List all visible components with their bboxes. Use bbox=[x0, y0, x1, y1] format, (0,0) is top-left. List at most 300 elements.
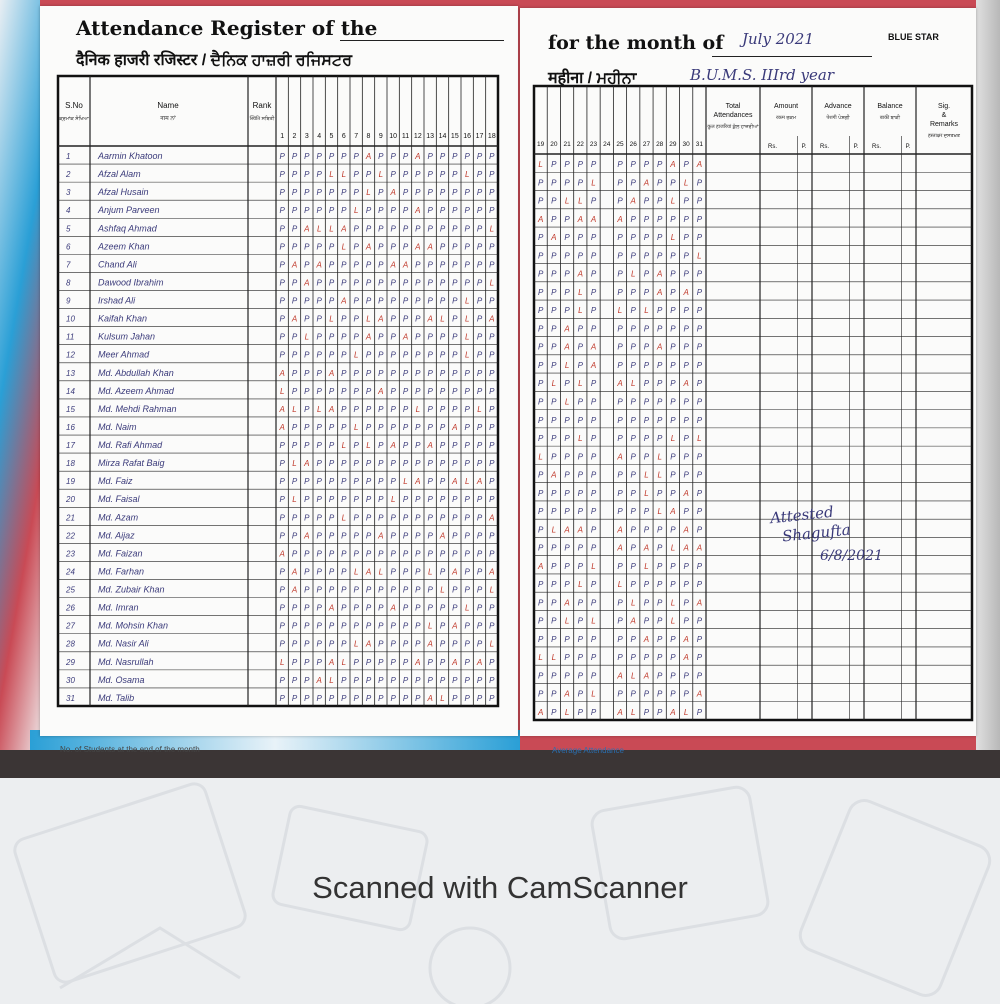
attendance-mark: P bbox=[353, 368, 359, 378]
row-serial: 12 bbox=[66, 350, 75, 360]
attendance-mark: P bbox=[378, 224, 384, 234]
attendance-mark: P bbox=[328, 639, 335, 649]
attendance-mark: P bbox=[390, 549, 396, 559]
month-label: for the month of bbox=[548, 32, 724, 54]
attendance-mark: P bbox=[439, 567, 446, 577]
attendance-mark: P bbox=[427, 495, 433, 505]
rupees-subheader: Rs. bbox=[768, 144, 777, 150]
attendance-mark: P bbox=[341, 693, 347, 703]
attendance-mark: A bbox=[427, 314, 433, 324]
attendance-mark: L bbox=[631, 671, 636, 681]
attendance-mark: P bbox=[476, 513, 483, 523]
attendance-mark: L bbox=[378, 567, 384, 577]
attendance-mark: P bbox=[365, 693, 372, 703]
attendance-mark: P bbox=[439, 603, 446, 613]
attendance-mark: P bbox=[537, 251, 544, 261]
attendance-mark: P bbox=[564, 452, 570, 462]
row-student-name: Md. Abdullah Khan bbox=[98, 367, 174, 378]
attendance-mark: P bbox=[657, 616, 663, 626]
attendance-mark: P bbox=[353, 152, 359, 162]
attendance-mark: P bbox=[617, 360, 623, 370]
attendance-mark: P bbox=[279, 314, 285, 324]
attendance-mark: L bbox=[464, 314, 470, 324]
attendance-mark: L bbox=[403, 477, 408, 487]
attendance-mark: L bbox=[440, 693, 445, 703]
attendance-mark: L bbox=[657, 452, 662, 462]
attendance-mark: P bbox=[537, 178, 544, 188]
attendance-mark: L bbox=[279, 386, 285, 396]
row-student-name: Md. Mehdi Rahman bbox=[98, 403, 177, 414]
attendance-mark: P bbox=[341, 386, 347, 396]
attendance-mark: P bbox=[291, 603, 298, 613]
attendance-mark: A bbox=[390, 603, 396, 613]
attendance-mark: L bbox=[644, 561, 649, 571]
attendance-mark: P bbox=[670, 287, 676, 297]
attendance-mark: L bbox=[670, 598, 676, 608]
attendance-mark: P bbox=[439, 657, 446, 667]
attendance-mark: P bbox=[537, 580, 544, 590]
attendance-mark: P bbox=[670, 689, 676, 699]
attendance-mark: A bbox=[489, 513, 495, 523]
attendance-mark: P bbox=[489, 693, 495, 703]
attendance-mark: P bbox=[683, 160, 689, 170]
attendance-mark: A bbox=[683, 379, 689, 389]
row-serial: 15 bbox=[66, 404, 75, 414]
attendance-mark: L bbox=[697, 434, 702, 444]
attendance-mark: A bbox=[696, 689, 703, 699]
attendance-mark: P bbox=[365, 495, 372, 505]
rank-header-local: स्थिति ਸਥਿਤੀ bbox=[249, 116, 275, 122]
attendance-mark: P bbox=[657, 233, 663, 243]
attendance-mark: A bbox=[415, 152, 421, 162]
attendance-mark: A bbox=[291, 314, 298, 324]
attendance-mark: P bbox=[427, 368, 433, 378]
row-serial: 13 bbox=[66, 368, 75, 378]
attendance-mark: P bbox=[643, 160, 650, 170]
attendance-mark: P bbox=[439, 152, 446, 162]
attendance-mark: P bbox=[439, 422, 446, 432]
attendance-mark: P bbox=[577, 543, 583, 553]
attendance-mark: P bbox=[365, 422, 372, 432]
attendance-mark: P bbox=[590, 707, 597, 717]
attendance-mark: P bbox=[415, 603, 421, 613]
attendance-mark: P bbox=[328, 531, 335, 541]
attendance-mark: P bbox=[670, 452, 676, 462]
attendance-mark: P bbox=[304, 585, 310, 595]
attendance-mark: P bbox=[630, 251, 636, 261]
attendance-mark: P bbox=[489, 495, 495, 505]
row-serial: 31 bbox=[66, 693, 75, 703]
attendance-mark: A bbox=[617, 707, 623, 717]
attendance-mark: P bbox=[402, 224, 409, 234]
attendance-mark: P bbox=[577, 178, 583, 188]
attendance-mark: A bbox=[643, 671, 650, 681]
attendance-mark: P bbox=[452, 585, 458, 595]
attendance-mark: P bbox=[378, 242, 384, 252]
attendance-mark: P bbox=[415, 422, 421, 432]
attendance-mark: L bbox=[591, 561, 596, 571]
attendance-mark: P bbox=[353, 332, 359, 342]
attendance-mark: A bbox=[670, 160, 676, 170]
attendance-mark: L bbox=[644, 306, 649, 316]
attendance-mark: P bbox=[378, 350, 384, 360]
attendance-mark: A bbox=[696, 598, 703, 608]
attendance-mark: P bbox=[564, 160, 570, 170]
attendance-mark: A bbox=[279, 422, 285, 432]
attendance-mark: P bbox=[683, 342, 689, 352]
attendance-mark: P bbox=[617, 251, 623, 261]
attendance-mark: P bbox=[683, 214, 689, 224]
attendance-mark: P bbox=[590, 653, 597, 663]
attendance-mark: A bbox=[279, 549, 285, 559]
attendance-mark: P bbox=[304, 188, 310, 198]
attendance-mark: P bbox=[696, 525, 703, 535]
attendance-mark: P bbox=[489, 603, 495, 613]
attendance-mark: P bbox=[353, 603, 359, 613]
attendance-mark: P bbox=[415, 386, 421, 396]
day-header: 5 bbox=[329, 133, 334, 140]
day-header: 29 bbox=[669, 141, 677, 148]
attendance-mark: P bbox=[564, 488, 570, 498]
attendance-mark: P bbox=[304, 314, 310, 324]
paise-subheader: P. bbox=[801, 144, 807, 150]
attendance-mark: P bbox=[427, 675, 433, 685]
attendance-mark: P bbox=[279, 621, 285, 631]
attendance-mark: P bbox=[415, 459, 421, 469]
attendance-mark: P bbox=[577, 634, 583, 644]
attendance-mark: P bbox=[439, 350, 446, 360]
attendance-mark: P bbox=[365, 260, 372, 270]
attendance-mark: A bbox=[452, 477, 458, 487]
attendance-mark: L bbox=[538, 160, 543, 170]
attendance-mark: A bbox=[683, 287, 689, 297]
attendance-mark: P bbox=[683, 598, 689, 608]
attendance-mark: P bbox=[439, 296, 446, 306]
attendance-mark: P bbox=[464, 206, 470, 216]
attendance-mark: P bbox=[630, 434, 636, 444]
attested-note: Attested bbox=[769, 502, 835, 528]
attendance-mark: P bbox=[489, 350, 495, 360]
attendance-mark: P bbox=[452, 531, 458, 541]
total-column-header: Total bbox=[725, 103, 741, 110]
attendance-mark: P bbox=[316, 603, 322, 613]
attendance-mark: P bbox=[427, 404, 433, 414]
attendance-mark: P bbox=[427, 188, 433, 198]
attendance-mark: P bbox=[328, 206, 335, 216]
attendance-mark: P bbox=[402, 513, 409, 523]
attendance-mark: L bbox=[366, 441, 371, 451]
attendance-mark: P bbox=[415, 639, 421, 649]
attendance-mark: P bbox=[279, 441, 285, 451]
attendance-mark: P bbox=[657, 251, 663, 261]
attendance-mark: P bbox=[378, 422, 384, 432]
row-serial: 7 bbox=[66, 260, 71, 270]
attendance-mark: P bbox=[551, 196, 557, 206]
row-serial: 2 bbox=[66, 170, 71, 180]
attendance-mark: P bbox=[439, 260, 446, 270]
row-serial: 27 bbox=[66, 621, 75, 631]
attendance-mark: P bbox=[402, 585, 409, 595]
attendance-mark: P bbox=[316, 459, 322, 469]
attendance-mark: P bbox=[390, 224, 396, 234]
attendance-mark: P bbox=[657, 707, 663, 717]
attendance-mark: P bbox=[489, 441, 495, 451]
left-attendance-grid bbox=[40, 6, 518, 736]
attendance-mark: P bbox=[279, 260, 285, 270]
attendance-mark: P bbox=[328, 260, 335, 270]
attendance-mark: A bbox=[427, 693, 433, 703]
attendance-mark: P bbox=[696, 488, 703, 498]
attendance-mark: P bbox=[657, 360, 663, 370]
attendance-mark: L bbox=[670, 233, 676, 243]
attendance-mark: P bbox=[402, 639, 409, 649]
attendance-mark: P bbox=[328, 621, 335, 631]
attendance-mark: A bbox=[683, 488, 689, 498]
attendance-mark: P bbox=[452, 386, 458, 396]
attendance-mark: P bbox=[427, 422, 433, 432]
attendance-mark: P bbox=[402, 441, 409, 451]
attendance-mark: P bbox=[439, 513, 446, 523]
attendance-mark: P bbox=[590, 543, 597, 553]
attendance-mark: P bbox=[696, 397, 703, 407]
attendance-mark: P bbox=[390, 314, 396, 324]
attendance-mark: L bbox=[341, 513, 347, 523]
attendance-mark: P bbox=[489, 170, 495, 180]
attendance-mark: P bbox=[390, 675, 396, 685]
attendance-mark: A bbox=[630, 616, 636, 626]
attendance-mark: P bbox=[279, 170, 285, 180]
attendance-mark: P bbox=[630, 360, 636, 370]
attendance-mark: A bbox=[316, 675, 322, 685]
attendance-mark: P bbox=[577, 342, 583, 352]
attendance-mark: P bbox=[537, 525, 544, 535]
attendance-mark: P bbox=[696, 287, 703, 297]
attendance-mark: P bbox=[617, 434, 623, 444]
attendance-mark: P bbox=[696, 360, 703, 370]
attendance-mark: P bbox=[537, 634, 544, 644]
attendance-mark: P bbox=[696, 470, 703, 480]
attendance-mark: P bbox=[415, 513, 421, 523]
attendance-mark: P bbox=[452, 639, 458, 649]
attendance-mark: P bbox=[670, 488, 676, 498]
attendance-mark: P bbox=[551, 488, 557, 498]
attendance-mark: P bbox=[402, 170, 409, 180]
attendance-mark: A bbox=[564, 525, 570, 535]
attendance-mark: P bbox=[476, 531, 483, 541]
attendance-mark: L bbox=[538, 452, 543, 462]
attendance-mark: P bbox=[353, 188, 359, 198]
attendance-mark: P bbox=[537, 379, 544, 389]
attendance-mark: P bbox=[291, 657, 298, 667]
attendance-mark: P bbox=[427, 332, 433, 342]
attendance-mark: P bbox=[683, 689, 689, 699]
brand-label: BLUE STAR bbox=[888, 32, 939, 42]
attendance-mark: P bbox=[537, 196, 544, 206]
attendance-mark: L bbox=[538, 653, 543, 663]
attendance-mark: P bbox=[590, 598, 597, 608]
attendance-mark: P bbox=[590, 415, 597, 425]
attendance-mark: A bbox=[476, 477, 483, 487]
attendance-mark: L bbox=[304, 332, 310, 342]
row-serial: 25 bbox=[66, 585, 75, 595]
attendance-mark: P bbox=[683, 415, 689, 425]
attendance-mark: P bbox=[696, 196, 703, 206]
attendance-mark: P bbox=[590, 160, 597, 170]
attendance-mark: P bbox=[378, 206, 384, 216]
attendance-mark: P bbox=[279, 296, 285, 306]
attendance-mark: P bbox=[341, 459, 347, 469]
attendance-mark: P bbox=[279, 459, 285, 469]
attendance-mark: A bbox=[328, 657, 335, 667]
attendance-mark: L bbox=[670, 616, 676, 626]
attendance-mark: P bbox=[415, 224, 421, 234]
row-serial: 1 bbox=[66, 152, 71, 162]
class-value: B.U.M.S. IIIrd year bbox=[690, 66, 835, 84]
attendance-mark: P bbox=[564, 287, 570, 297]
attendance-mark: P bbox=[464, 368, 470, 378]
attendance-mark: P bbox=[279, 567, 285, 577]
attendance-mark: L bbox=[564, 707, 570, 717]
attendance-mark: P bbox=[365, 549, 372, 559]
attendance-mark: P bbox=[316, 206, 322, 216]
attendance-mark: P bbox=[402, 368, 409, 378]
attendance-mark: P bbox=[643, 434, 650, 444]
attendance-mark: P bbox=[564, 580, 570, 590]
attendance-mark: A bbox=[643, 178, 650, 188]
attendance-mark: P bbox=[452, 242, 458, 252]
attendance-mark: P bbox=[304, 495, 310, 505]
attendance-mark: A bbox=[316, 260, 322, 270]
attendance-mark: L bbox=[353, 206, 359, 216]
attendance-mark: P bbox=[590, 671, 597, 681]
attendance-mark: P bbox=[657, 580, 663, 590]
attendance-mark: P bbox=[537, 434, 544, 444]
attendance-mark: P bbox=[304, 206, 310, 216]
attendance-mark: P bbox=[452, 314, 458, 324]
day-header: 20 bbox=[550, 141, 558, 148]
register-title: Attendance Register of the bbox=[76, 16, 378, 40]
attendance-mark: A bbox=[452, 657, 458, 667]
row-serial: 24 bbox=[66, 567, 75, 577]
attendance-mark: A bbox=[390, 441, 396, 451]
attendance-mark: P bbox=[390, 513, 396, 523]
row-student-name: Md. Naim bbox=[98, 421, 137, 432]
attendance-mark: A bbox=[304, 278, 310, 288]
attendance-mark: P bbox=[537, 616, 544, 626]
attendance-mark: P bbox=[617, 269, 623, 279]
students-end-label: No. of Students at the end of the month bbox=[60, 745, 200, 754]
attendance-mark: P bbox=[683, 360, 689, 370]
day-header: 9 bbox=[378, 133, 383, 140]
attendance-mark: L bbox=[415, 404, 421, 414]
row-student-name: Afzal Husain bbox=[98, 187, 149, 198]
average-attendance-label: Average Attendance bbox=[552, 746, 624, 755]
attendance-mark: P bbox=[341, 477, 347, 487]
attendance-mark: P bbox=[643, 324, 650, 334]
attendance-mark: A bbox=[564, 689, 570, 699]
attendance-mark: P bbox=[564, 634, 570, 644]
row-student-name: Kulsum Jahan bbox=[98, 331, 156, 342]
attendance-mark: P bbox=[279, 603, 285, 613]
attendance-mark: P bbox=[476, 422, 483, 432]
attendance-mark: P bbox=[316, 368, 322, 378]
attendance-mark: L bbox=[564, 397, 570, 407]
rank-header: Rank bbox=[252, 101, 272, 110]
attendance-mark: P bbox=[564, 653, 570, 663]
attendance-mark: P bbox=[489, 386, 495, 396]
attendance-mark: P bbox=[617, 598, 623, 608]
attendance-mark: P bbox=[670, 342, 676, 352]
attendance-mark: P bbox=[696, 653, 703, 663]
attendance-mark: P bbox=[643, 598, 650, 608]
day-header: 7 bbox=[354, 133, 359, 140]
attendance-mark: P bbox=[341, 549, 347, 559]
attendance-mark: P bbox=[452, 404, 458, 414]
attendance-mark: P bbox=[464, 639, 470, 649]
attendance-mark: P bbox=[427, 386, 433, 396]
attendance-mark: P bbox=[657, 634, 663, 644]
attendance-mark: P bbox=[670, 306, 676, 316]
table-surface bbox=[0, 750, 1000, 778]
attendance-mark: P bbox=[670, 360, 676, 370]
attendance-mark: P bbox=[452, 260, 458, 270]
attendance-mark: P bbox=[476, 621, 483, 631]
attendance-mark: P bbox=[341, 567, 347, 577]
attendance-mark: P bbox=[464, 531, 470, 541]
attendance-mark: P bbox=[696, 214, 703, 224]
attendance-mark: P bbox=[427, 350, 433, 360]
cover-edge-right bbox=[976, 0, 1000, 778]
attendance-mark: P bbox=[643, 616, 650, 626]
attendance-mark: P bbox=[341, 278, 347, 288]
attendance-mark: P bbox=[464, 422, 470, 432]
attendance-mark: L bbox=[578, 306, 583, 316]
attendance-mark: P bbox=[577, 671, 583, 681]
row-serial: 4 bbox=[66, 206, 71, 216]
attendance-mark: L bbox=[292, 404, 297, 414]
attendance-mark: P bbox=[341, 314, 347, 324]
attendance-mark: A bbox=[291, 260, 298, 270]
attendance-mark: P bbox=[617, 653, 623, 663]
attendance-mark: P bbox=[402, 621, 409, 631]
attendance-mark: P bbox=[476, 224, 483, 234]
attendance-mark: P bbox=[464, 278, 470, 288]
attendance-mark: P bbox=[630, 214, 636, 224]
attendance-mark: P bbox=[630, 160, 636, 170]
attendance-mark: P bbox=[390, 459, 396, 469]
attendance-mark: P bbox=[439, 621, 446, 631]
row-serial: 17 bbox=[66, 441, 75, 451]
attendance-mark: P bbox=[476, 188, 483, 198]
day-header: 15 bbox=[450, 133, 459, 140]
day-header: 28 bbox=[656, 141, 664, 148]
attendance-mark: A bbox=[402, 260, 409, 270]
attendance-mark: P bbox=[564, 178, 570, 188]
attendance-mark: A bbox=[365, 567, 372, 577]
attendance-mark: P bbox=[291, 206, 298, 216]
attendance-mark: A bbox=[304, 531, 310, 541]
attendance-mark: P bbox=[304, 693, 310, 703]
attendance-mark: P bbox=[551, 360, 557, 370]
attendance-mark: L bbox=[578, 434, 583, 444]
attendance-mark: P bbox=[683, 324, 689, 334]
attendance-mark: P bbox=[683, 580, 689, 590]
attendance-mark: P bbox=[476, 495, 483, 505]
attendance-mark: P bbox=[590, 507, 597, 517]
attendance-mark: P bbox=[476, 350, 483, 360]
attendance-mark: P bbox=[643, 397, 650, 407]
attendance-mark: P bbox=[402, 404, 409, 414]
